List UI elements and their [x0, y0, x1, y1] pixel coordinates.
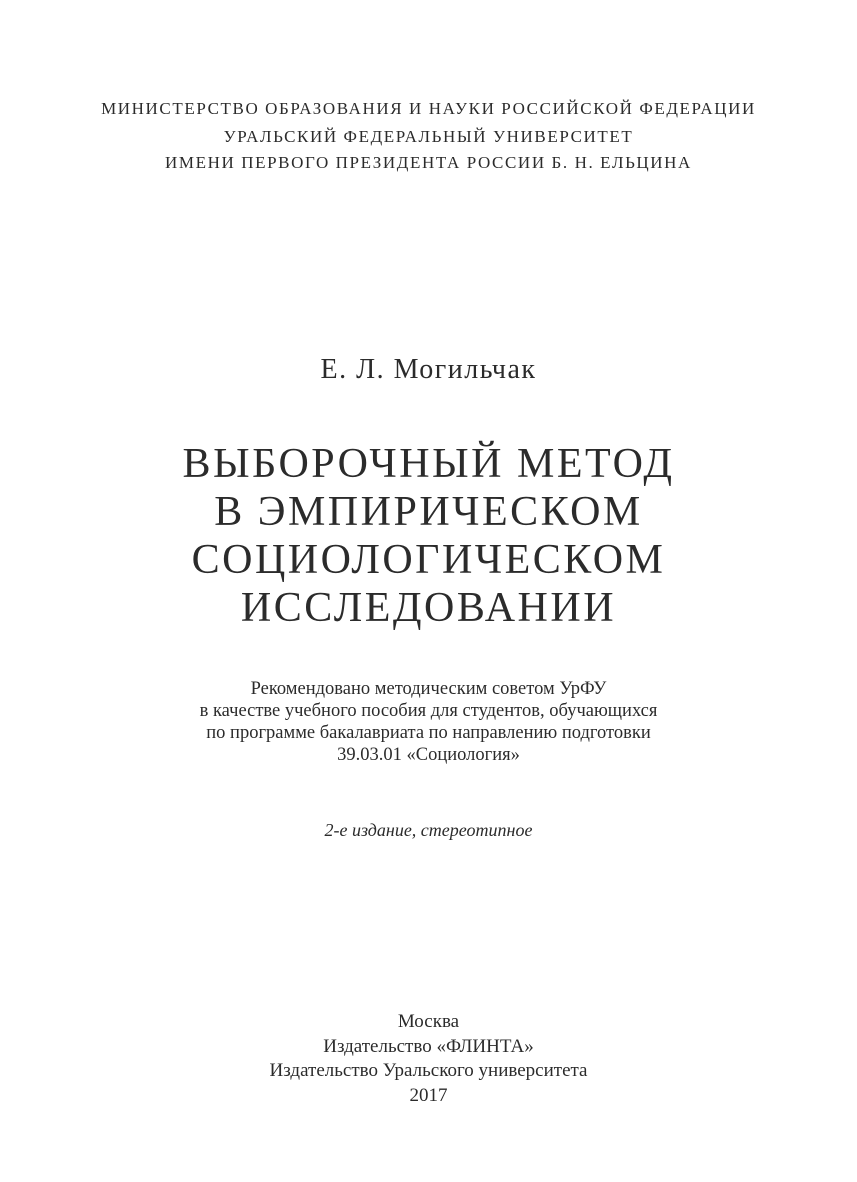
recommendation-line: по программе бакалавриата по направлению подготовки — [206, 723, 651, 743]
recommendation-note — [0, 678, 857, 766]
edition-label: 2-е издание, стереотипное — [324, 820, 533, 840]
title-line: В ЭМПИРИЧЕСКОМ — [214, 489, 643, 535]
author-name: Е. Л. Могильчак — [320, 354, 537, 385]
ministry-name: МИНИСТЕРСТВО ОБРАЗОВАНИЯ И НАУКИ РОССИЙСКОЙ ФЕДЕРАЦИИ — [101, 99, 756, 118]
recommendation-line: 39.03.01 «Социология» — [337, 745, 520, 765]
title-line: ВЫБОРОЧНЫЙ МЕТОД — [182, 441, 675, 487]
author-block — [0, 352, 857, 388]
imprint-block — [0, 1010, 857, 1108]
institution-header — [0, 96, 857, 176]
university-name-line-1: УРАЛЬСКИЙ ФЕДЕРАЛЬНЫЙ УНИВЕРСИТЕТ — [223, 127, 634, 146]
university-name-line-2: ИМЕНИ ПЕРВОГО ПРЕЗИДЕНТА РОССИИ Б. Н. ЕЛЬЦИНА — [165, 153, 692, 172]
imprint-publisher: Издательство «ФЛИНТА» — [323, 1035, 534, 1057]
imprint-year: 2017 — [409, 1084, 448, 1106]
title-line: СОЦИОЛОГИЧЕСКОМ — [191, 537, 666, 583]
imprint-publisher: Издательство Уральского университета — [269, 1060, 588, 1081]
book-title — [0, 440, 857, 632]
imprint-city: Москва — [397, 1011, 460, 1032]
recommendation-line: в качестве учебного пособия для студентов, обучающихся — [199, 701, 658, 721]
recommendation-line: Рекомендовано методическим советом УрФУ — [250, 679, 607, 699]
edition-note — [0, 818, 857, 842]
title-line: ИССЛЕДОВАНИИ — [240, 585, 617, 631]
